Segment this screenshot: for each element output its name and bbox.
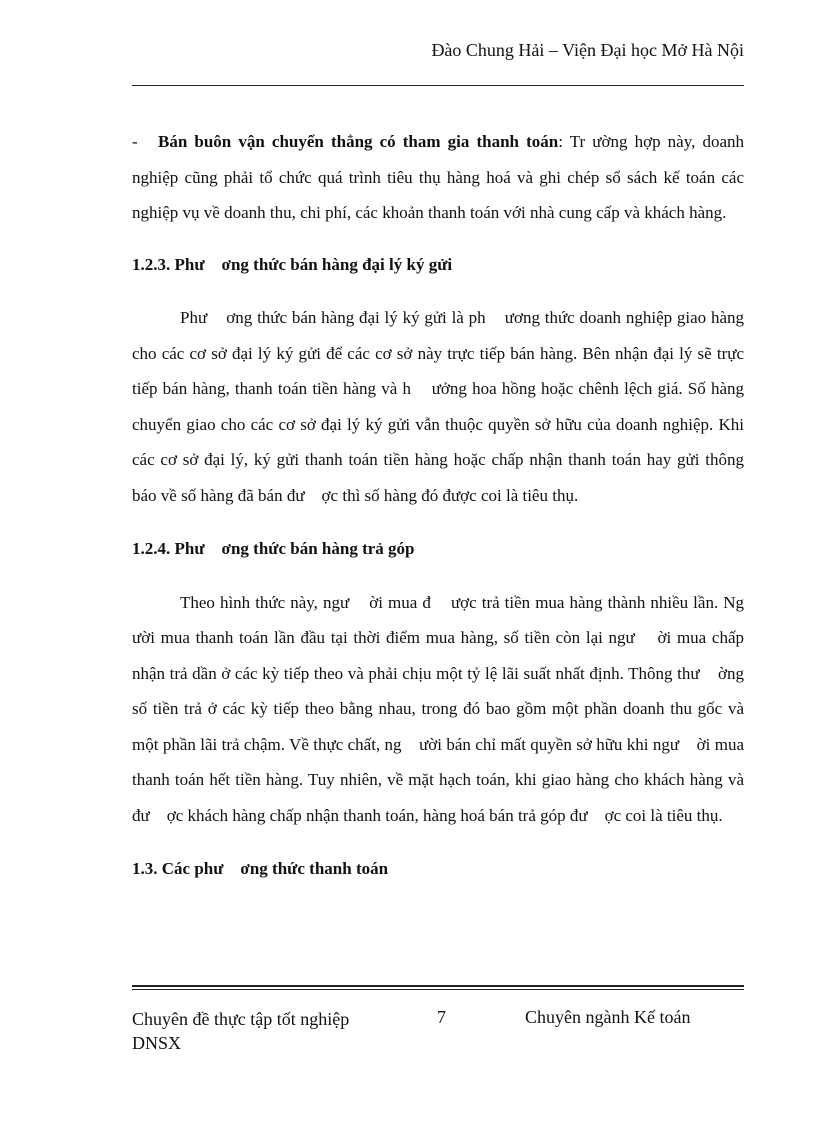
- heading-1-2-3: 1.2.3. Phư ơng thức bán hàng đại lý ký gửi: [132, 254, 453, 274]
- header-author-institution: Đào Chung Hải – Viện Đại học Mở Hà Nội: [431, 40, 744, 60]
- paragraph-1-2-4: Theo hình thức này, ngư ời mua đ ược trả tiền mua hàng thành nhiều lần. Ng ười mua thanh toán lần đầu tại thời điểm mua hàng, số tiền còn lại ngư ời mua chấp nhận trả dần ở các kỳ tiếp theo và phải chịu một tỷ lệ lãi suất nhất định. Thông thư ờng số tiền trả ở các kỳ tiếp theo bằng nhau, trong đó bao gồm một phần doanh thu gốc và một phần lãi trả chậm. Về thực chất, ng ười bán chỉ mất quyền sở hữu khi ngư ời mua thanh toán hết tiền hàng. Tuy nhiên, về mặt hạch toán, khi giao hàng cho khách hàng và đư ợc khách hàng chấp nhận thanh toán, hàng hoá bán trả góp đư ợc coi là tiêu thụ.: [132, 592, 761, 825]
- bullet-text: : Tr ường hợp này, doanh nghiệp cũng phải tổ chức quá trình tiêu thụ hàng hoá và ghi chép sổ sách kế toán các nghiệp vụ về doanh thu, chi phí, các khoản thanh toán với nhà cung cấp và khách hàng.: [132, 132, 745, 222]
- paragraph-1-2-3: Phư ơng thức bán hàng đại lý ký gửi là ph ương thức doanh nghiệp giao hàng cho các cơ sở đại lý ký gửi để các cơ sở này trực tiếp bán hàng. Bên nhận đại lý sẽ trực tiếp bán hàng, thanh toán tiền hàng và h ưởng hoa hồng hoặc chênh lệch giá. Số hàng chuyển giao cho các cơ sở đại lý ký gửi vẫn thuộc quyền sở hữu của doanh nghiệp. Khi các cơ sở đại lý, ký gửi thanh toán tiền hàng hoặc chấp nhận thanh toán hay gửi thông báo về số hàng đã bán đư ợc thì số hàng đó được coi là tiêu thụ.: [132, 308, 749, 505]
- header-rule: [132, 85, 744, 86]
- footer-page-number: 7: [437, 1007, 446, 1027]
- footer-specialization: Chuyên ngành Kế toán: [525, 1007, 691, 1027]
- bullet-marker: -: [132, 132, 138, 151]
- page-body: [132, 124, 761, 887]
- heading-1-3: 1.3. Các phư ơng thức thanh toán: [132, 859, 389, 878]
- bullet-lead: Bán buôn vận chuyển thẳng có tham gia thanh toán: [158, 132, 559, 151]
- footer-document-title: Chuyên đề thực tập tốt nghiệp DNSX: [132, 1009, 350, 1053]
- heading-1-2-4: 1.2.4. Phư ơng thức bán hàng trả góp: [132, 539, 415, 558]
- footer-rule: [132, 985, 744, 990]
- bullet-paragraph: [132, 124, 744, 231]
